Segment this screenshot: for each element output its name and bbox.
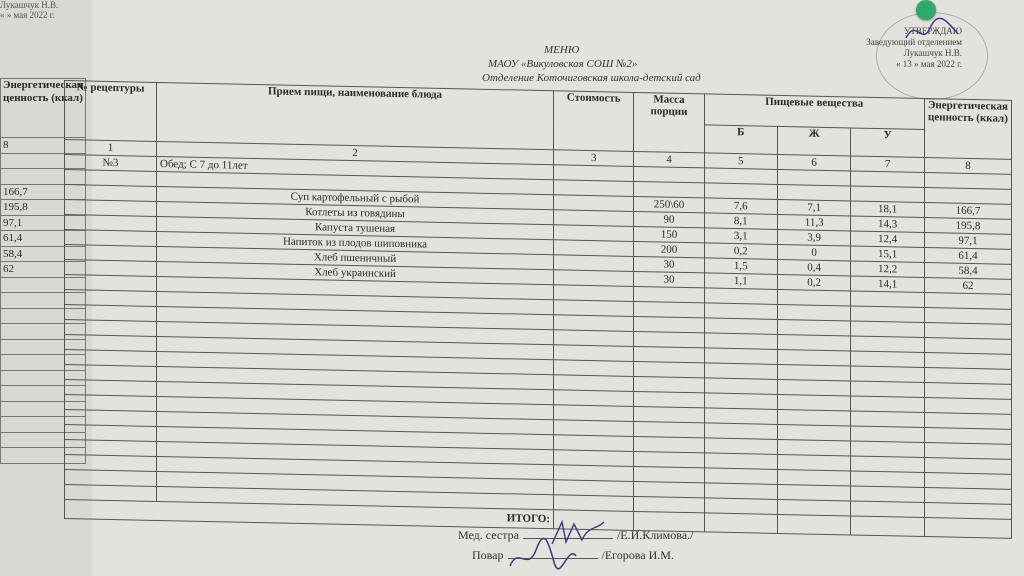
school-name: МАОУ «Викуловская СОШ №2» (488, 58, 638, 70)
col-number: 1 (65, 140, 157, 157)
department-name: Отделение Коточиговская школа-детский сад (482, 72, 701, 84)
empty-cell (777, 184, 851, 201)
col-number: 6 (777, 154, 851, 171)
dish-name: Хлеб украинский (157, 261, 554, 284)
empty-cell (634, 166, 704, 182)
dish-cost (554, 270, 634, 287)
header-zh: Ж (777, 127, 851, 156)
empty-cell (704, 183, 777, 200)
dish-zh: 0,4 (777, 259, 851, 276)
header-b: Б (704, 125, 777, 154)
back-approver-name: Лукашчук Н.В. (0, 0, 59, 10)
col-number: 3 (554, 150, 634, 167)
menu-table (64, 80, 1012, 539)
dish-u: 14,1 (851, 276, 925, 293)
empty-cell (851, 171, 925, 188)
meal-number: №3 (65, 155, 157, 172)
dish-u: 14,3 (851, 216, 925, 233)
approval-name: Лукашчук Н.В. (903, 48, 962, 58)
approval-position: Заведующий отделением (866, 37, 962, 47)
dish-mass: 150 (634, 226, 704, 242)
dish-name: Котлеты из говядины (157, 201, 554, 224)
dish-cost (554, 195, 634, 212)
back-sheet-header (0, 0, 58, 20)
header-nutrients: Пищевые вещества (704, 94, 924, 130)
dish-mass: 90 (634, 211, 704, 227)
dish-mass: 30 (634, 271, 704, 287)
dish-b: 0,2 (704, 243, 777, 260)
back-value: 97,1 (1, 215, 86, 231)
empty-cell (634, 181, 704, 197)
dish-zh: 0,2 (777, 274, 851, 291)
empty-cell (554, 165, 634, 182)
dish-cost (554, 240, 634, 257)
back-value: 166,7 (1, 184, 86, 200)
col-number: 8 (924, 158, 1011, 175)
dish-b: 1,5 (704, 258, 777, 275)
header-meal: Прием пищи, наименование блюда (157, 82, 554, 149)
dish-cost (554, 210, 634, 227)
dish-kcal: 166,7 (924, 203, 1011, 220)
dish-u: 15,1 (851, 246, 925, 263)
dish-kcal: 97,1 (924, 233, 1011, 250)
approval-signature (902, 16, 962, 46)
dish-u: 18,1 (851, 201, 925, 218)
dish-cost (554, 225, 634, 242)
back-energy-header: Энергетическая ценность (ккал) (1, 79, 86, 138)
dish-name: Суп картофельный с рыбой (157, 186, 554, 209)
dish-zh: 7,1 (777, 199, 851, 216)
nurse-label: Мед. сестра (458, 528, 519, 542)
col-number: 4 (634, 151, 704, 167)
dish-u: 12,4 (851, 231, 925, 248)
col-number: 2 (157, 141, 554, 164)
document-title: МЕНЮ (544, 44, 580, 56)
total-label: ИТОГО: (65, 500, 554, 529)
dish-b: 1,1 (704, 273, 777, 290)
back-value: 195,8 (1, 200, 86, 216)
empty-cell (777, 169, 851, 186)
back-approval-date: « » мая 2022 г. (0, 10, 55, 20)
dish-mass: 200 (634, 241, 704, 257)
col-number: 5 (704, 153, 777, 170)
meal-label: Обед; С 7 до 11лет (157, 156, 554, 179)
back-col-number: 8 (1, 138, 86, 154)
dish-b: 7,6 (704, 198, 777, 215)
dish-zh: 3,9 (777, 229, 851, 246)
back-value: 61,4 (1, 231, 86, 247)
col-number: 7 (851, 156, 925, 173)
nurse-name: /Е.И.Климова./ (616, 528, 694, 542)
back-value: 62 (1, 262, 86, 278)
dish-name: Капуста тушеная (157, 216, 554, 239)
dish-b: 8,1 (704, 213, 777, 230)
approval-label: УТВЕРЖДАЮ (903, 26, 962, 36)
dish-mass: 30 (634, 256, 704, 272)
back-value: 58,4 (1, 246, 86, 262)
dish-kcal: 62 (924, 278, 1011, 295)
cook-label: Повар (472, 548, 504, 562)
approval-date: « 13 » мая 2022 г. (896, 59, 962, 69)
dish-kcal: 61,4 (924, 248, 1011, 265)
header-energy: Энергетическая ценность (ккал) (924, 99, 1011, 160)
cook-signature (508, 536, 578, 574)
dish-kcal: 195,8 (924, 218, 1011, 235)
dish-cost (554, 255, 634, 272)
dish-u: 12,2 (851, 261, 925, 278)
empty-cell (704, 168, 777, 185)
empty-cell (554, 180, 634, 197)
header-cost: Стоимость (554, 91, 634, 152)
dish-b: 3,1 (704, 228, 777, 245)
header-recipe-no: № рецептуры (65, 81, 157, 142)
cook-name: /Егорова И.М. (601, 548, 674, 562)
dish-zh: 0 (777, 244, 851, 261)
dish-kcal: 58,4 (924, 263, 1011, 280)
dish-name: Напиток из плодов шиповника (157, 231, 554, 254)
header-u: У (851, 128, 925, 157)
dish-name: Хлеб пшеничный (157, 246, 554, 269)
dish-zh: 11,3 (777, 214, 851, 231)
header-mass: Масса порции (634, 92, 704, 152)
dish-mass: 250\60 (634, 196, 704, 212)
empty-cell (851, 186, 925, 203)
